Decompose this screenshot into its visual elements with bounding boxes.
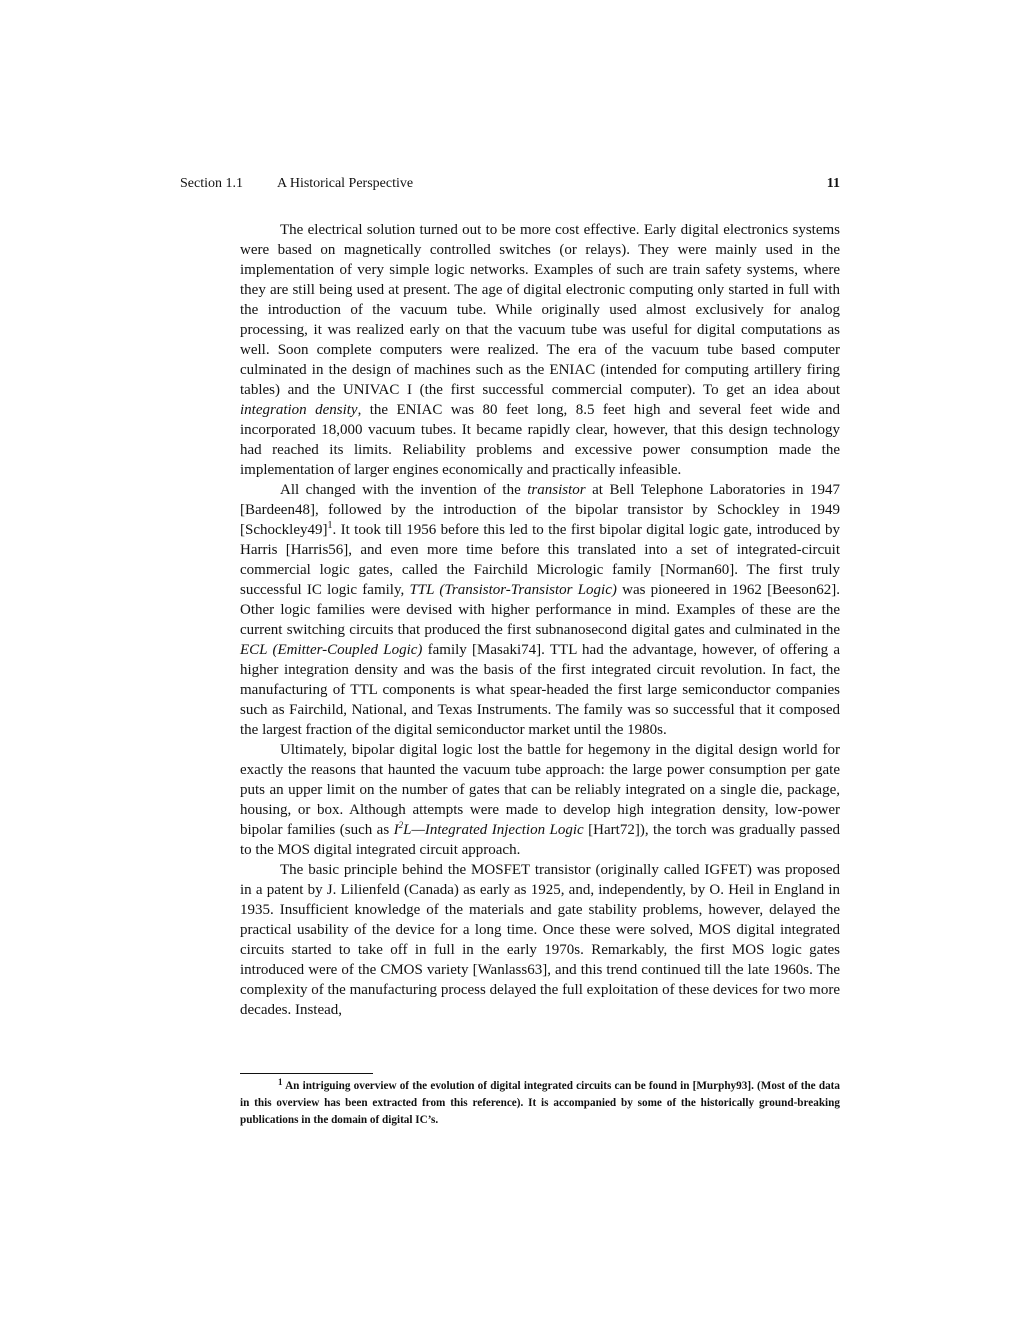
italic-term: TTL (Transistor-Transistor Logic) xyxy=(409,582,617,598)
footnote-marker: 1 xyxy=(327,520,333,531)
text-run: family [Masaki74]. TTL had the advantage, however, of offering a higher integration density and was the basis of the first integrated circuit revolution. In fact, the manufacturing of TTL components is what spear-headed the first large semiconductor companies such as Fairchild, National, and Texas Instruments. The family was so successful that it composed the largest fraction of the digital semiconductor market until the 1980s. xyxy=(240,642,840,738)
paragraph xyxy=(240,740,840,860)
italic-term: I xyxy=(393,822,399,838)
footnote-marker: 1 xyxy=(278,1077,283,1087)
paragraph xyxy=(240,220,840,480)
text-run: was pioneered in 1962 [Beeson62]. Other logic families were devised with higher performance in mind. Examples of these are the current switching circuits that produced the first subnanosecond digital gates and culminated in the xyxy=(240,582,840,638)
paragraph xyxy=(240,480,840,740)
footnote xyxy=(240,1078,840,1129)
running-header xyxy=(180,176,840,196)
text-run: All changed with the invention of the xyxy=(280,482,528,498)
footnote-text: An intriguing overview of the evolution of digital integrated circuits can be found in [Murphy93]. (Most of the data in this overview has been extracted from this reference). It is accompanied by some of the historically ground-breaking publications in the domain of digital IC’s. xyxy=(240,1080,840,1126)
text-run: [Hart72]), the torch was gradually passed to the MOS digital integrated circuit approach. xyxy=(240,822,840,858)
text-run: . It took till 1956 before this led to the first bipolar digital logic gate, introduced by Harris [Harris56], and even more time before this translated into a set of integrated-circuit commercial logic gates, called the Fairchild Micrologic family [Norman60]. The first truly successful IC logic family, xyxy=(240,522,840,598)
italic-term: ECL (Emitter-Coupled Logic) xyxy=(240,642,423,658)
superscript: 2 xyxy=(398,820,404,830)
text-run: The electrical solution turned out to be more cost effective. Early digital electronics systems were based on magnetically controlled switches (or relays). They were mainly used in the implementation of very simple logic networks. Examples of such are train safety systems, where they are still being used at present. The age of digital electronic computing only started in full with the introduction of the vacuum tube. While originally used almost exclusively for analog processing, it was realized early on that the vacuum tube was useful for digital computations as well. Soon complete computers were realized. The era of the vacuum tube based computer culminated in the design of machines such as the ENIAC (intended for computing artillery firing tables) and the UNIVAC I (the first successful commercial computer). To get an idea about xyxy=(240,222,840,398)
section-title: A Historical Perspective xyxy=(277,176,414,191)
footnote-rule xyxy=(240,1073,373,1074)
text-run: Ultimately, bipolar digital logic lost the battle for hegemony in the digital design world for exactly the reasons that haunted the vacuum tube approach: the large power consumption per gate puts an upper limit on the number of gates that can be reliably integrated on a single die, package, housing, or box. Although attempts were made to develop high integration density, low-power bipolar families (such as xyxy=(240,742,840,838)
text-run: The basic principle behind the MOSFET transistor (originally called IGFET) was proposed in a patent by J. Lilienfeld (Canada) as early as 1925, and, independently, by O. Heil in England in 1935. Insufficient knowledge of the materials and gate stability problems, however, delayed the practical usability of the device for a long time. Once these were solved, MOS digital integrated circuits started to take off in full in the early 1970s. Remarkably, the first MOS logic gates introduced were of the CMOS variety [Wanlass63], and this trend continued till the late 1960s. The complexity of the manufacturing process delayed the full exploitation of these devices for two more decades. Instead, xyxy=(240,862,840,1018)
body-text xyxy=(240,220,840,1020)
paragraph xyxy=(240,860,840,1020)
text-run: at Bell Telephone Laboratories in 1947 [Bardeen48], followed by the introduction of the bipolar transistor by Schockley in 1949 [Schockley49] xyxy=(240,482,840,538)
italic-term: transistor xyxy=(527,482,586,498)
italic-term: integration density xyxy=(240,402,358,418)
page-number: 11 xyxy=(826,176,840,191)
section-label: Section 1.1 xyxy=(180,176,243,191)
italic-term: L—Integrated Injection Logic xyxy=(403,822,584,838)
text-run: , the ENIAC was 80 feet long, 8.5 feet high and several feet wide and incorporated 18,000 vacuum tubes. It became rapidly clear, however, that this design technology had reached its limits. Reliability problems and excessive power consumption made the implementation of larger engines economically and practically infeasible. xyxy=(240,402,841,478)
